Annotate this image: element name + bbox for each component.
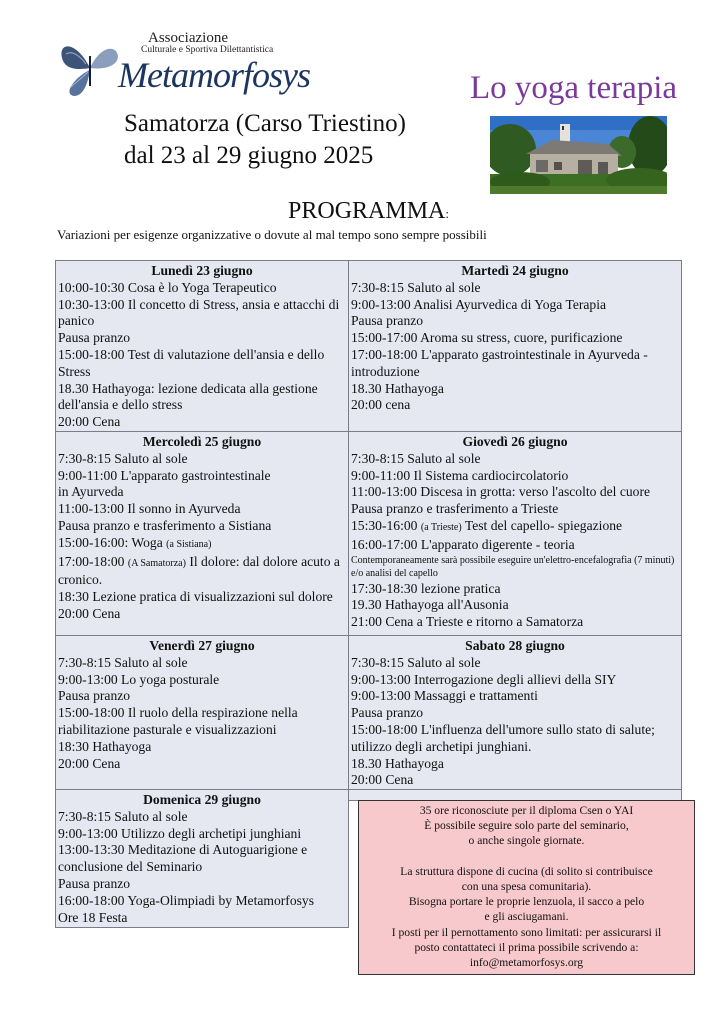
schedule-line: Pausa pranzo e trasferimento a Sistiana: [58, 517, 272, 533]
schedule-line: Pausa pranzo: [58, 330, 131, 346]
info-line: I posti per il pernottamento sono limitati: per assicurarsi il: [391, 925, 662, 939]
schedule-note: Contemporaneamente sarà possibile eseguire un'elettro-encefalografia (7 minuti) e/o analisi del capello: [351, 554, 675, 580]
schedule-line: 9:00-13:00 Utilizzo degli archetipi junghiani: [58, 825, 302, 841]
info-line: con una spesa comunitaria).: [461, 880, 592, 894]
schedule-line: 15:00-18:00 Test di valutazione dell'ansia e dello Stress: [58, 346, 325, 379]
schedule-line: 10:00-10:30 Cosa è lo Yoga Terapeutico: [58, 279, 277, 295]
schedule-time: 17:00-18:00: [58, 553, 125, 569]
schedule-line: 7:30-8:15 Saluto al sole: [58, 808, 188, 824]
event-dates: dal 23 al 29 giugno 2025: [124, 142, 374, 169]
schedule-line: 16:00-18:00 Yoga-Olimpiadi by Metamorfosys: [58, 892, 315, 908]
day-cell-monday: [55, 260, 349, 432]
schedule-line: Ore 18 Festa: [58, 909, 128, 925]
contact-email[interactable]: info@metamorfosys.org: [469, 956, 584, 970]
schedule-line: Pausa pranzo: [351, 705, 424, 721]
schedule-line: 18:30 Hathayoga: [58, 738, 152, 754]
info-line: 35 ore riconosciute per il diploma Csen o YAI: [419, 804, 634, 817]
schedule-line: 15:00-18:00 Il ruolo della respirazione nella riabilitazione pasturale e visualizzazioni: [58, 705, 298, 737]
event-place: Samatorza (Carso Triestino): [124, 110, 406, 137]
day-title: Giovedì 26 giugno: [462, 434, 568, 449]
schedule-line: 9:00-13:00 Massaggi e trattamenti: [351, 688, 538, 704]
program-title: [288, 198, 449, 225]
schedule-line: 17:00-18:00 L'apparato gastrointestinale in Ayurveda - introduzione: [351, 346, 648, 379]
location-note: (a Trieste): [420, 521, 462, 533]
schedule-text: 15:00-16:00: Woga: [58, 534, 163, 550]
day-title: Martedì 24 giugno: [461, 263, 569, 278]
day-title: Domenica 29 giugno: [143, 792, 261, 807]
schedule-line: 18.30 Hathayoga: lezione dedicata alla gestione dell'ansia e dello stress: [58, 380, 318, 413]
schedule-line: Pausa pranzo: [351, 313, 424, 329]
logo-name: Metamorfosys: [118, 55, 310, 95]
schedule-line: 13:00-13:30 Meditazione di Autoguarigione e conclusione del Seminario: [58, 842, 308, 875]
schedule-line: 20:00 Cena: [58, 605, 121, 621]
logo-subtitle: Culturale e Sportiva Dilettantistica: [141, 45, 274, 55]
schedule-line: 17:30-18:30 lezione pratica: [351, 580, 501, 596]
info-spacer: [359, 849, 694, 864]
info-line: e gli asciugamani.: [484, 910, 569, 924]
day-title: Lunedì 23 giugno: [151, 263, 253, 278]
schedule-line: 20:00 Cena: [58, 414, 121, 430]
program-note: Variazioni per esigenze organizzative o dovute al mal tempo sono sempre possibili: [57, 227, 487, 242]
schedule-line: 20:00 Cena: [58, 755, 121, 771]
schedule-line: 18:30 Lezione pratica di visualizzazioni sul dolore: [58, 589, 333, 605]
program-title-text: PROGRAMMA: [288, 198, 446, 224]
schedule-line: [351, 518, 679, 537]
schedule-line: 10:30-13:00 Il concetto di Stress, ansia e attacchi di panico: [58, 296, 340, 329]
event-headline: Lo yoga terapia: [470, 70, 678, 106]
info-line: posto contattateci il prima possibile scrivendo a:: [414, 940, 639, 954]
day-cell-thursday: [348, 431, 682, 636]
schedule-line: 18.30 Hathayoga: [351, 380, 444, 396]
day-cell-tuesday: [348, 260, 682, 432]
day-cell-wednesday: [55, 431, 349, 636]
info-line: o anche singole giornate.: [468, 834, 585, 848]
info-box: [358, 800, 695, 975]
schedule-line: 7:30-8:15 Saluto al sole: [351, 450, 481, 466]
association-logo: [56, 30, 310, 100]
schedule-line: [58, 554, 346, 590]
schedule-line: 9:00-13:00 Analisi Ayurvedica di Yoga Terapia: [351, 296, 607, 312]
schedule-line: 21:00 Cena a Trieste e ritorno a Samatorza: [351, 614, 584, 630]
location-note: (A Samatorza): [127, 557, 186, 569]
schedule-line: Pausa pranzo: [58, 688, 131, 704]
info-line: Bisogna portare le proprie lenzuola, il sacco a pelo: [408, 895, 645, 909]
program-title-colon: :: [445, 206, 449, 221]
day-title: Mercoledì 25 giugno: [142, 434, 262, 449]
day-cell-friday: [55, 635, 349, 790]
location-note: (a Sistiana): [166, 538, 212, 550]
schedule-text: Test del capello- spiegazione: [464, 517, 623, 533]
schedule-line: 9:00-13:00 Interrogazione degli allievi della SIY: [351, 671, 617, 687]
schedule-line: 7:30-8:15 Saluto al sole: [58, 654, 188, 670]
schedule-line: 11:00-13:00 Discesa in grotta: verso l'ascolto del cuore: [351, 484, 651, 500]
schedule-line: 18.30 Hathayoga: [351, 755, 444, 771]
schedule-line: 9:00-11:00 Il Sistema cardiocircolatorio: [351, 467, 569, 483]
schedule-line: 16:00-17:00 L'apparato digerente - teoria: [351, 536, 575, 552]
schedule-line: 7:30-8:15 Saluto al sole: [351, 654, 481, 670]
day-title: Venerdì 27 giugno: [149, 638, 255, 653]
venue-photo: [490, 116, 667, 194]
day-title: Sabato 28 giugno: [465, 638, 565, 653]
schedule-line: 20:00 Cena: [351, 772, 414, 788]
schedule-line: Pausa pranzo e trasferimento a Trieste: [351, 501, 559, 517]
schedule-line: Pausa pranzo: [58, 875, 131, 891]
schedule-line: 15:00-17:00 Aroma su stress, cuore, purificazione: [351, 330, 623, 346]
day-cell-sunday: [55, 789, 349, 928]
schedule-line: 7:30-8:15 Saluto al sole: [58, 450, 188, 466]
schedule-line: 19.30 Hathayoga all'Ausonia: [351, 597, 509, 613]
info-line: La struttura dispone di cucina (di solito si contribuisce: [400, 864, 653, 878]
schedule-line: 15:00-18:00 L'influenza dell'umore sullo stato di salute; utilizzo degli archetipi junghiani.: [351, 721, 655, 754]
schedule-line: 7:30-8:15 Saluto al sole: [351, 279, 481, 295]
schedule-line: 11:00-13:00 Il sonno in Ayurveda: [58, 501, 241, 517]
schedule-line: [58, 535, 346, 554]
butterfly-icon: [56, 36, 126, 100]
schedule-line: 9:00-13:00 Lo yoga posturale: [58, 671, 220, 687]
logo-association-label: Associazione: [148, 30, 228, 46]
schedule-line: in Ayurveda: [58, 484, 124, 500]
schedule-text: Il dolore: dal dolore acuto a cronico.: [58, 553, 340, 588]
schedule-line: 20:00 cena: [351, 397, 411, 413]
day-cell-saturday: [348, 635, 682, 790]
schedule-time: 15:30-16:00: [351, 517, 418, 533]
schedule-line: 9:00-11:00 L'apparato gastrointestinale: [58, 467, 271, 483]
info-line: È possibile seguire solo parte del seminario,: [424, 819, 629, 833]
